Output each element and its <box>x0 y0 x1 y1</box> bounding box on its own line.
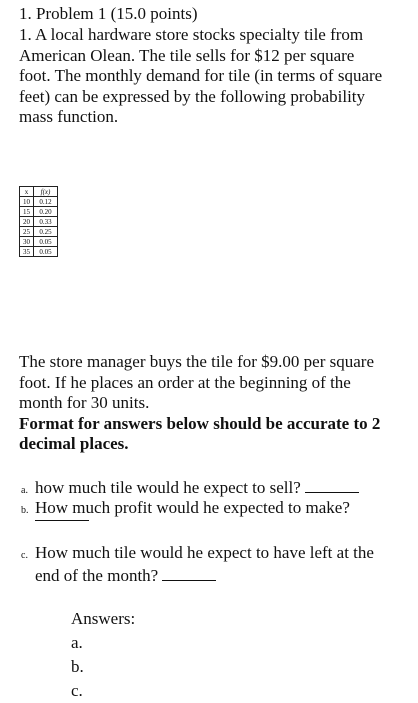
answer-blank-c[interactable] <box>162 565 216 581</box>
problem-statement <box>19 25 414 128</box>
problem-line: feet) can be expressed by the following probability <box>19 86 366 106</box>
problem-line: American Olean. The tile sells for $12 per square <box>19 45 355 65</box>
question-marker: b. <box>21 505 29 516</box>
answer-item-c: c. <box>71 681 83 700</box>
table-cell-fx: 0.33 <box>34 217 58 227</box>
table-cell-x: 35 <box>20 247 34 257</box>
question-marker: a. <box>21 485 28 496</box>
table-row <box>20 197 58 207</box>
column-header-x: x <box>20 187 34 197</box>
table-row <box>20 237 58 247</box>
table-cell-x: 10 <box>20 197 34 207</box>
column-header-fx: f(x) <box>34 187 58 197</box>
format-instruction: Format for answers below should be accurate to 2 <box>19 413 381 433</box>
table-row <box>20 247 58 257</box>
question-text: end of the month? <box>35 566 159 585</box>
question-b <box>21 498 350 521</box>
table-cell-fx: 0.05 <box>34 237 58 247</box>
answer-item-b: b. <box>71 657 84 676</box>
manager-statement <box>19 352 414 455</box>
answers-section <box>71 607 135 703</box>
question-c-continued <box>35 565 216 586</box>
question-marker: c. <box>21 550 28 561</box>
table-row <box>20 217 58 227</box>
table-cell-fx: 0.25 <box>34 227 58 237</box>
manager-line: foot. If he places an order at the beginning of the <box>19 372 351 392</box>
problem-heading: 1. Problem 1 (15.0 points) <box>19 4 198 23</box>
answers-title: Answers: <box>71 609 136 628</box>
question-text: How much profit would he expected to make? <box>35 498 350 517</box>
table-cell-x: 25 <box>20 227 34 237</box>
table-cell-x: 15 <box>20 207 34 217</box>
table-row <box>20 227 58 237</box>
answer-blank-a[interactable] <box>305 477 359 493</box>
format-instruction: decimal places. <box>19 434 129 453</box>
manager-line: month for 30 units. <box>19 393 150 412</box>
answer-item-a: a. <box>71 633 83 652</box>
question-c <box>21 543 374 566</box>
problem-line: 1. A local hardware store stocks specialty tile from <box>19 25 364 44</box>
table-cell-fx: 0.12 <box>34 197 58 207</box>
problem-line: mass function. <box>19 107 119 126</box>
table-cell-x: 20 <box>20 217 34 227</box>
question-text: how much tile would he expect to sell? <box>35 478 301 497</box>
table-header-row <box>20 187 58 197</box>
table-cell-x: 30 <box>20 237 34 247</box>
problem-line: foot. The monthly demand for tile (in terms of square <box>19 66 383 85</box>
table-cell-fx: 0.05 <box>34 247 58 257</box>
table-cell-fx: 0.20 <box>34 207 58 217</box>
manager-line: The store manager buys the tile for $9.00 per square <box>19 352 374 371</box>
answer-blank-b[interactable] <box>35 520 89 521</box>
table-row <box>20 207 58 217</box>
probability-mass-table <box>19 186 58 257</box>
question-text: How much tile would he expect to have left at the <box>35 543 374 562</box>
